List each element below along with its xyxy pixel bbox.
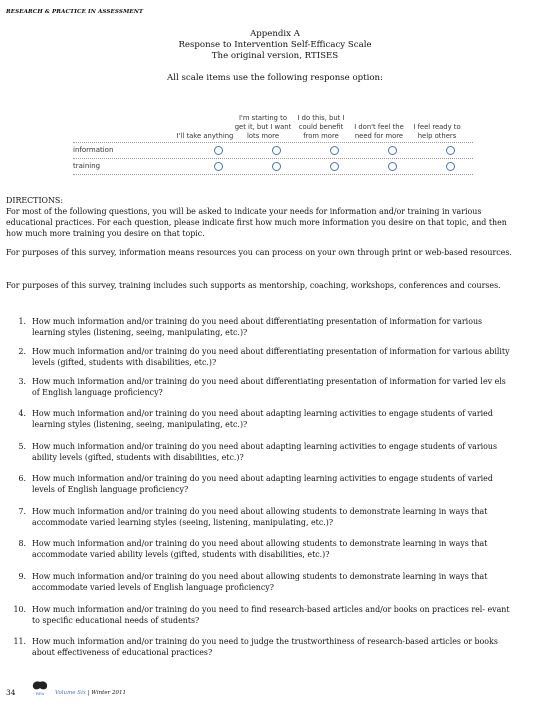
question-text: How much information and/or training do you need about adapting learning activities to engage students of various ability levels (gifted, students with disabilities, etc.)? [32,442,498,462]
radio-information-2[interactable] [272,146,281,155]
scale-row-label: training [73,162,101,170]
appendix-title: Appendix A [250,29,300,39]
radio-training-2[interactable] [272,162,281,171]
question-text: How much information and/or training do you need about differentiating presentation of information for varied lev els of English language proficiency? [32,377,506,397]
question-number: 6. [18,474,26,483]
directions-text: For most of the following questions, you will be asked to indicate your needs for information and/or training in various educational practices. For each question, please indicate first how much more information you desire on that topic, and then how much more training you desire on that topic. [6,207,507,238]
scale-column-header: I feel ready to help others [413,123,461,140]
radio-training-1[interactable] [214,162,223,171]
question-text: How much information and/or training do you need about allowing students to demonstrate learning in ways that accommodate varied learning styles (seeing, listening, manipulating, etc.)? [32,507,488,527]
directions [6,195,521,239]
scale-column-header: I do this, but I could benefit from more [297,114,345,140]
question-text: How much information and/or training do you need to judge the trustworthiness of research-based articles or books about effectiveness of educational practices? [32,637,498,657]
footer-issue [55,690,126,696]
question-number: 2. [18,347,26,356]
radio-information-3[interactable] [330,146,339,155]
question-text: How much information and/or training do you need about allowing students to demonstrate learning in ways that accommodate varied ability levels (gifted, students with disabilities, etc.)? [32,539,488,559]
question-text: How much information and/or training do you need about differentiating presentation of information for various ability levels (gifted, students with disabilities, etc.)? [32,347,510,367]
scale-header [176,99,473,141]
question-text: How much information and/or training do you need about adapting learning activities to engage students of varied levels of English language proficiency? [32,474,493,494]
question-number: 11. [13,637,26,646]
scale-row-label: information [73,146,114,154]
table-divider [73,142,473,143]
question-text: How much information and/or training do you need to find research-based articles and/or books on practices rel- evant to specific educational needs of students? [32,605,510,625]
radio-information-1[interactable] [214,146,223,155]
radio-training-4[interactable] [388,162,397,171]
scale-column-header: I'll take anything [176,132,234,140]
footer-volume: Volume Six [55,690,86,696]
scale-note: All scale items use the following response option: [167,73,383,83]
question-text: How much information and/or training do you need about allowing students to demonstrate learning in ways that accommodate varied levels of English language proficiency? [32,572,488,592]
question-text: How much information and/or training do you need about adapting learning activities to engage students of varied learning styles (listening, seeing, manipulating, etc.)? [32,409,493,429]
radio-information-5[interactable] [446,146,455,155]
page-number: 34 [6,688,16,697]
question-number: 5. [18,442,26,451]
appendix-titles [0,29,550,62]
radio-training-3[interactable] [330,162,339,171]
radio-information-4[interactable] [388,146,397,155]
question-number: 8. [18,539,26,548]
rpa-logo [30,680,50,696]
question-number: 1. [18,317,26,326]
appendix-subtitle: Response to Intervention Self-Efficacy Scale [178,40,372,50]
information-definition: For purposes of this survey, information means resources you can process on your own through print or web-based resources. [6,248,512,257]
question-text: How much information and/or training do you need about differentiating presentation of information for various learning styles (listening, seeing, manipulating, etc.)? [32,317,483,337]
footer-separator: | [87,690,92,696]
question-number: 3. [18,377,26,386]
running-head: RESEARCH & PRACTICE IN ASSESSMENT [6,9,144,15]
scale-column-header: I don't feel the need for more [354,123,404,140]
scale-column-header: I'm starting to get it, but I want lots more [234,114,292,140]
table-divider [73,174,473,175]
question-number: 4. [18,409,26,418]
table-divider [73,158,473,159]
directions-heading: DIRECTIONS: [6,196,63,205]
footer-season: Winter 2011 [91,690,126,696]
svg-text:RPA: RPA [35,691,45,696]
question-number: 10. [13,605,26,614]
question-number: 7. [18,507,26,516]
question-number: 9. [18,572,26,581]
radio-training-5[interactable] [446,162,455,171]
appendix-version: The original version, RTISES [211,51,339,61]
training-definition: For purposes of this survey, training includes such supports as mentorship, coaching, workshops, conferences and courses. [6,281,501,290]
